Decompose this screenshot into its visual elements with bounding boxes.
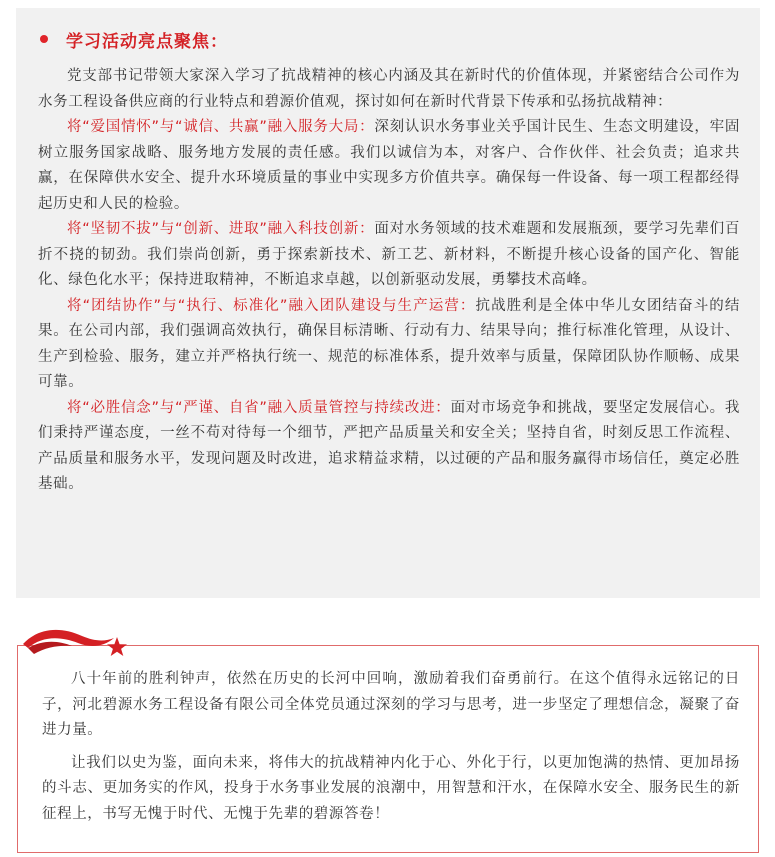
highlights-card (16, 8, 760, 598)
highlight-lead: 将“坚韧不拔”与“创新、进取”融入科技创新： (67, 221, 375, 237)
highlight-body: 抗战胜利是全体中华儿女团结奋斗的结果。在公司内部，我们强调高效执行，确保目标清晰、行动有力、结果导向；推行标准化管理，从设计、生产到检验、服务，建立并严格执行统一、规范的标准体系，提升效率与质量，保障团队协作顺畅、成果可靠。 (38, 297, 740, 390)
section-heading-row (38, 26, 740, 52)
highlight-item (38, 396, 740, 498)
highlight-lead: 将“团结协作”与“执行、标准化”融入团队建设与生产运营： (67, 297, 476, 314)
red-dot-icon (40, 35, 48, 43)
intro-paragraph: 党支部书记带领大家深入学习了抗战精神的核心内涵及其在新时代的价值体现，并紧密结合公司作为水务工程设备供应商的行业特点和碧源价值观，探讨如何在新时代背景下传承和弘扬抗战精神： (38, 68, 740, 110)
section-heading: 学习活动亮点聚焦： (66, 31, 228, 52)
highlight-item (38, 217, 740, 294)
highlight-item (38, 294, 740, 396)
closing-paragraph: 让我们以史为鉴，面向未来，将伟大的抗战精神内化于心、外化于行，以更加饱满的热情、更加昂扬的斗志、更加务实的作风，投身于水务事业发展的浪潮中，用智慧和汗水，在保障水安全、服务民生的新征程上，书写无愧于时代、无愧于先辈的碧源答卷！ (42, 754, 740, 822)
highlight-body: 面对水务领域的技术难题和发展瓶颈，要学习先辈们百折不挠的韧劲。我们崇尚创新，勇于探索新技术、新工艺、新材料，不断提升核心设备的国产化、智能化、绿色化水平；保持进取精神，不断追求卓越，以创新驱动发展，勇攀技术高峰。 (38, 221, 740, 288)
closing-frame (17, 645, 759, 853)
highlight-item (38, 115, 740, 217)
closing-paragraph: 八十年前的胜利钟声，依然在历史的长河中回响，激励着我们奋勇前行。在这个值得永远铭记的日子，河北碧源水务工程设备有限公司全体党员通过深刻的学习与思考，进一步坚定了理想信念，凝聚了奋进力量。 (42, 671, 740, 738)
highlight-lead: 将“必胜信念”与“严谨、自省”融入质量管控与持续改进： (67, 399, 451, 416)
highlight-body: 面对市场竞争和挑战，要坚定发展信心。我们秉持严谨态度，一丝不苟对待每一个细节，严把产品质量关和安全关；坚持自省，时刻反思工作流程、产品质量和服务水平，发现问题及时改进，追求精益求精，以过硬的产品和服务赢得市场信任，奠定必胜基础。 (38, 399, 740, 492)
red-ribbon-star-icon (20, 620, 130, 668)
highlight-body: 深刻认识水务事业关乎国计民生、生态文明建设，牢固树立服务国家战略、服务地方发展的责任感。我们以诚信为本，对客户、合作伙伴、社会负责；追求共赢，在保障供水安全、提升水环境质量的事业中实现多方价值共享。确保每一件设备、每一项工程都经得起历史和人民的检验。 (38, 119, 740, 212)
highlight-lead: 将“爱国情怀”与“诚信、共赢”融入服务大局： (67, 119, 375, 135)
